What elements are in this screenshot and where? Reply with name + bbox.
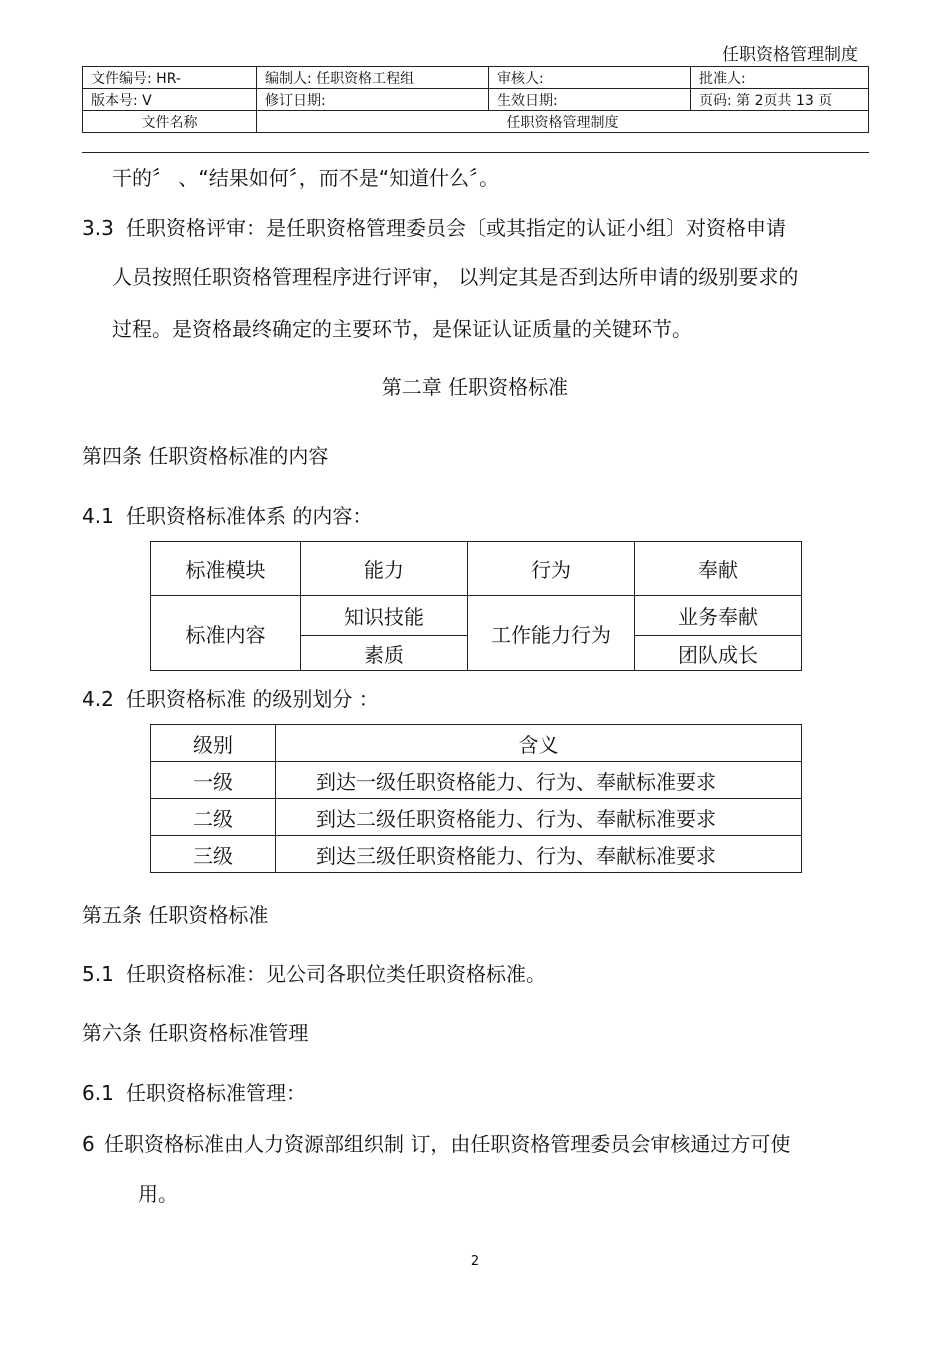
revision-date-cell: 修订日期: xyxy=(257,89,489,111)
section-3-3-line1: 任职资格评审：是任职资格管理委员会〔或其指定的认证小组〕对资格申请 xyxy=(126,216,786,240)
contribution-item: 业务奉献 xyxy=(635,596,802,636)
meaning-cell: 到达三级任职资格能力、行为、奉献标准要求 xyxy=(276,836,802,873)
page-number: 2 xyxy=(470,1254,480,1269)
article-6-heading: 第六条 任职资格标准管理 xyxy=(82,1021,309,1045)
paragraph-6-line1: 任职资格标准由人力资源部组织制 订，由任职资格管理委员会审核通过方可使 xyxy=(104,1132,791,1156)
standards-content-label: 标准内容 xyxy=(151,596,301,671)
table-header-cell: 奉献 xyxy=(635,542,802,596)
level-cell: 三级 xyxy=(151,836,276,873)
continued-line: 干的〞 、“结果如何〞，而不是“知道什么〞。 xyxy=(112,166,500,190)
level-cell: 二级 xyxy=(151,799,276,836)
section-4-2-text: 任职资格标准 的级别划分 ： xyxy=(126,687,379,711)
table-header-cell: 含义 xyxy=(276,725,802,762)
page-count-cell: 页码: 第 2页共 13 页 xyxy=(691,89,869,111)
reviewer-cell: 审核人: xyxy=(489,67,691,89)
section-4-2-number: 4.2 xyxy=(82,687,114,711)
meaning-cell: 到达二级任职资格能力、行为、奉献标准要求 xyxy=(276,799,802,836)
levels-table xyxy=(150,724,802,873)
article-4-heading: 第四条 任职资格标准的内容 xyxy=(82,444,329,468)
approver-cell: 批准人: xyxy=(691,67,869,89)
table-row xyxy=(151,762,802,799)
section-5-1-text: 任职资格标准：见公司各职位类任职资格标准。 xyxy=(126,962,546,986)
section-3-3-number: 3.3 xyxy=(82,216,114,240)
section-6-1-number: 6.1 xyxy=(82,1081,114,1105)
table-header-cell: 能力 xyxy=(301,542,468,596)
editor-cell: 编制人: 任职资格工程组 xyxy=(257,67,489,89)
table-row xyxy=(151,836,802,873)
standards-table xyxy=(150,541,802,671)
section-4-1-text: 任职资格标准体系 的内容： xyxy=(126,504,373,528)
version-cell: 版本号: V xyxy=(83,89,257,111)
chapter-heading: 第二章 任职资格标准 xyxy=(381,375,569,399)
file-name-label: 文件名称 xyxy=(83,111,257,133)
ability-item: 知识技能 xyxy=(301,596,468,636)
level-cell: 一级 xyxy=(151,762,276,799)
table-header-cell: 标准模块 xyxy=(151,542,301,596)
table-header-cell: 级别 xyxy=(151,725,276,762)
article-5-heading: 第五条 任职资格标准 xyxy=(82,903,269,927)
header-divider xyxy=(82,152,869,153)
section-5-1-number: 5.1 xyxy=(82,962,114,986)
section-4-1-number: 4.1 xyxy=(82,504,114,528)
behavior-item: 工作能力行为 xyxy=(468,596,635,671)
document-info-table xyxy=(82,66,869,133)
table-row xyxy=(151,799,802,836)
contribution-item: 团队成长 xyxy=(635,636,802,671)
paragraph-6-line2: 用。 xyxy=(138,1182,178,1206)
ability-item: 素质 xyxy=(301,636,468,671)
document-title-header: 任职资格管理制度 xyxy=(722,45,858,65)
file-number-cell: 文件编号: HR- xyxy=(83,67,257,89)
paragraph-6-number: 6 xyxy=(82,1132,95,1156)
section-3-3-line3: 过程。是资格最终确定的主要环节，是保证认证质量的关键环节。 xyxy=(112,317,692,341)
section-3-3-line2: 人员按照任职资格管理程序进行评审， 以判定其是否到达所申请的级别要求的 xyxy=(112,265,799,289)
table-header-cell: 行为 xyxy=(468,542,635,596)
effective-date-cell: 生效日期: xyxy=(489,89,691,111)
section-6-1-text: 任职资格标准管理： xyxy=(126,1081,306,1105)
meaning-cell: 到达一级任职资格能力、行为、奉献标准要求 xyxy=(276,762,802,799)
file-name-value: 任职资格管理制度 xyxy=(257,111,869,133)
